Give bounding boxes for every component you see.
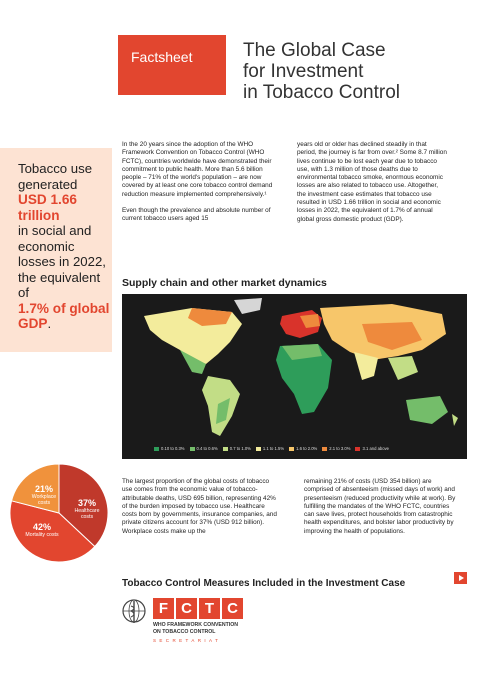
body-column-left <box>122 478 278 536</box>
legend-swatch <box>256 447 261 451</box>
intro-column-left <box>122 141 277 232</box>
legend-label: 0.4 to 0.6% <box>196 446 218 451</box>
cost-pie-chart <box>8 462 110 564</box>
legend-item <box>223 446 251 451</box>
pie-label-healthcare <box>70 498 104 520</box>
stat-end: . <box>47 316 52 331</box>
body-column-right <box>304 478 460 536</box>
pie-caption: Mortality costs <box>25 532 59 538</box>
play-arrow-icon[interactable] <box>454 572 467 584</box>
world-map-graphic <box>122 294 467 459</box>
legend-label: 0.10 to 0.3% <box>161 446 185 451</box>
legend-label: 2.1 to 3.0% <box>329 446 351 451</box>
intro-paragraph: Even though the prevalence and absolute number of current tobacco users aged 15 <box>122 207 271 223</box>
stat-gdp: 1.7% of global GDP <box>18 300 110 331</box>
title-line: in Tobacco Control <box>243 82 401 103</box>
fctc-wordmark <box>153 598 243 619</box>
body-paragraph: remaining 21% of costs (USD 354 billion) are comprised of absenteeism (missed days of work) and presenteeism (reduced productivity while at work). By fulfilling the mandates of the WHO FCTC, countries can save lives, protect households from catastrophic health expenditures, and bolster labor productivity by improving the health of populations. <box>304 478 456 535</box>
legend-item <box>256 446 284 451</box>
legend-item <box>190 446 218 451</box>
measures-link[interactable] <box>122 573 467 589</box>
pie-caption: Workplace costs <box>31 494 57 506</box>
measures-heading: Tobacco Control Measures Included in the Investment Case <box>122 578 406 589</box>
legend-item <box>355 446 389 451</box>
legend-label: 1.1 to 1.5% <box>262 446 285 451</box>
title-line: The Global Case <box>243 40 386 61</box>
section-heading: Supply chain and other market dynamics <box>122 277 327 289</box>
fctc-subtitle-line: ON TOBACCO CONTROL <box>153 628 216 635</box>
fctc-logo <box>120 598 260 658</box>
pie-pct: 42% <box>32 522 51 532</box>
fctc-letter: T <box>199 598 220 619</box>
fctc-letter: F <box>153 598 174 619</box>
title-line: for Investment <box>243 61 364 82</box>
pie-label-workplace <box>28 484 60 506</box>
factsheet-tag: Factsheet <box>118 35 226 95</box>
map-legend <box>154 446 389 451</box>
pie-label-mortality <box>24 522 60 538</box>
fctc-subtitle-line: WHO FRAMEWORK CONVENTION <box>153 622 239 628</box>
legend-label: 0.7 to 1.0% <box>229 446 251 451</box>
fctc-letter: C <box>176 598 197 619</box>
legend-swatch <box>289 447 294 451</box>
page-title <box>243 40 468 103</box>
legend-item <box>154 446 185 451</box>
legend-item <box>322 446 350 451</box>
legend-label: 3.1 and above <box>362 446 389 451</box>
legend-swatch <box>154 447 159 451</box>
intro-column-right <box>297 141 447 232</box>
who-emblem-icon <box>120 598 148 626</box>
pie-caption: Healthcare costs <box>74 508 100 520</box>
intro-paragraph: years old or older has declined steadily in that period, the journey is far from over.² Some 8.7 million lives continue to be lost each year due to tobacco use, with 1.3 million of those deaths due to environmental tobacco smoke, enormous economic losses are also related to tobacco use. Altogether, the investment case estimates that tobacco use resulted in USD 1.66 trillion in social and economic losses in 2022, the equivalent of 1.7% of annual global gross domestic product (GDP). <box>297 141 447 223</box>
fctc-subtitle <box>153 622 238 635</box>
fctc-letter: C <box>222 598 243 619</box>
stat-amount: USD 1.66 trillion <box>18 192 77 223</box>
key-stat-box <box>0 148 112 352</box>
fctc-secretariat: SECRETARIAT <box>153 638 222 643</box>
legend-swatch <box>223 447 228 451</box>
body-paragraph: The largest proportion of the global costs of tobacco use comes from the economic value of tobacco-attributable deaths, USD 695 billion, representing 42% of the burden imposed by tobacco use. Healthcare costs born by governments, insurance companies, and private citizens account for 37% (USD 912 billion). Workplace costs make up the <box>122 478 277 535</box>
legend-item <box>289 446 317 451</box>
pie-pct: 21% <box>34 484 53 494</box>
legend-label: 1.6 to 2.0% <box>296 446 318 451</box>
legend-swatch <box>322 447 327 451</box>
legend-swatch <box>190 447 195 451</box>
intro-paragraph: In the 20 years since the adoption of the WHO Framework Convention on Tobacco Control (WHO FCTC), countries worldwide have demonstrated their commitment to public health. More than 5.6 billion people – 71% of the world's population – are now covered by at least one core tobacco control demand reduction measure implemented comprehensively.¹ <box>122 141 273 198</box>
legend-swatch <box>355 447 360 451</box>
pie-pct: 37% <box>77 498 96 508</box>
stat-mid: in social and economic losses in 2022, the equivalent of <box>18 223 106 300</box>
world-map <box>122 294 467 459</box>
stat-pre: Tobacco use generated <box>18 161 93 192</box>
